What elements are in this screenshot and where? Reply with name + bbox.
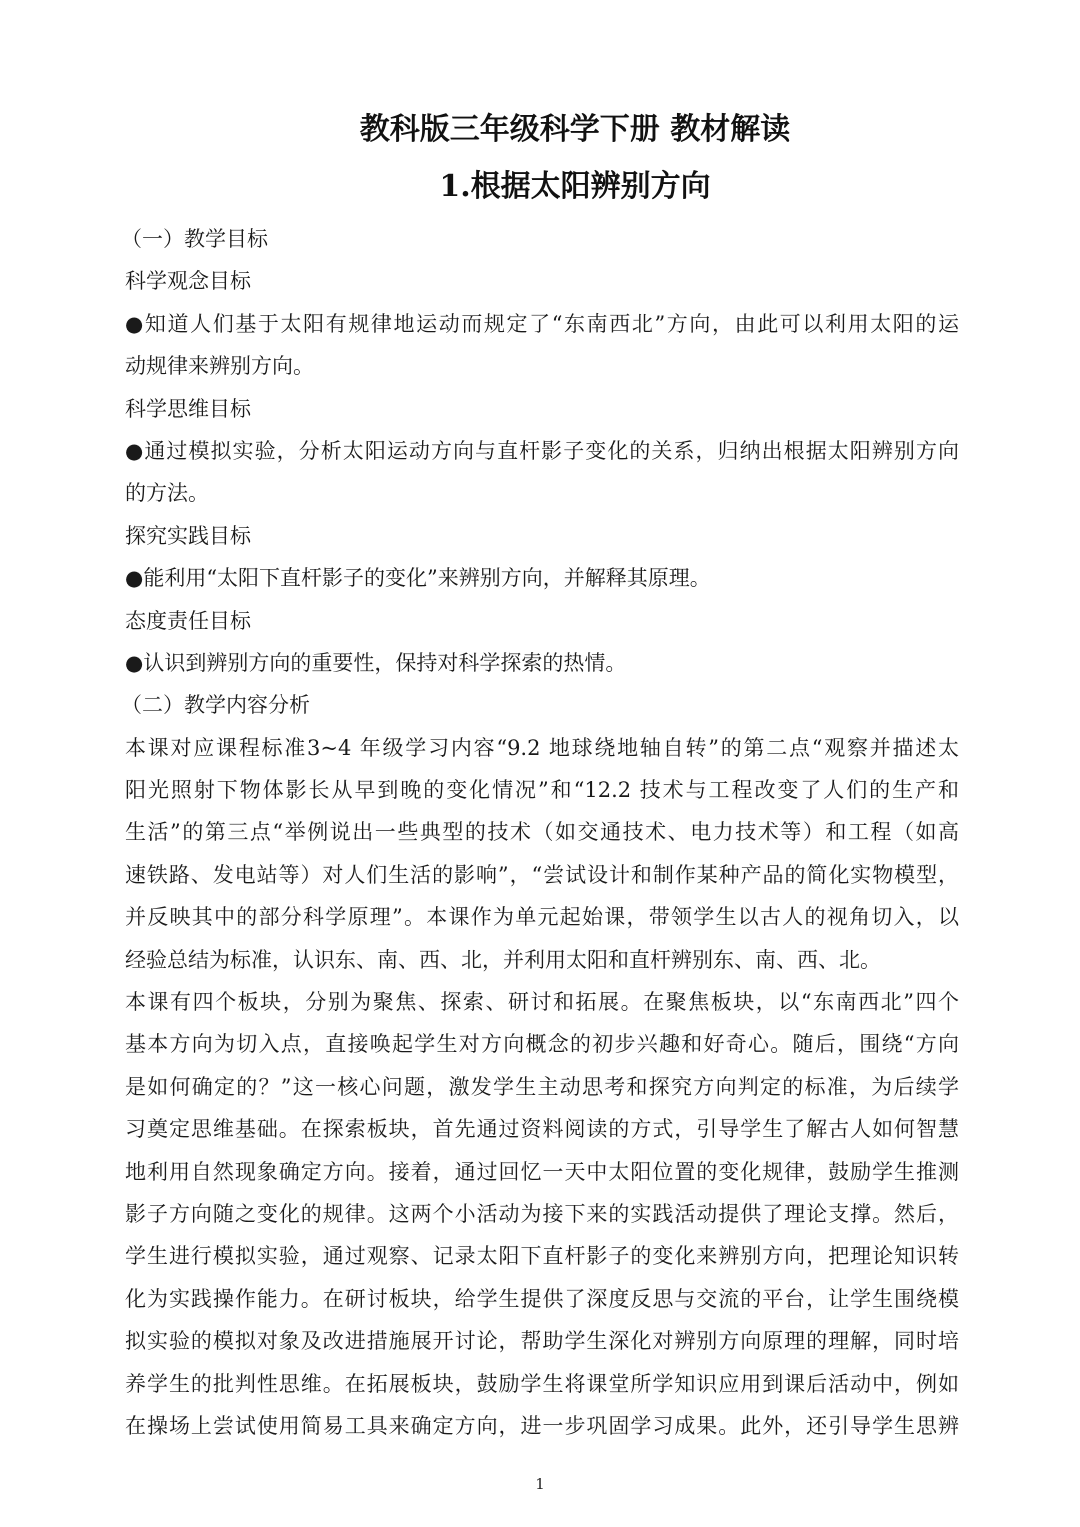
text-line: ●认识到辨别方向的重要性，保持对科学探索的热情。 — [125, 650, 627, 675]
text-line: 的方法。 — [125, 481, 209, 506]
text-line: ●知道人们基于太阳有规律地运动而规定了“东南西北”方向，由此可以利用太阳的运 — [125, 311, 959, 336]
text-line: 地利用自然现象确定方向。接着，通过回忆一天中太阳位置的变化规律，鼓励学生推测 — [125, 1159, 959, 1184]
text-line: 本课对应课程标准3~4 年级学习内容“9.2 地球绕地轴自转”的第二点“观察并描述太 — [125, 735, 959, 760]
text-line: 基本方向为切入点，直接唤起学生对方向概念的初步兴趣和好奇心。随后，围绕“方向 — [125, 1032, 959, 1057]
document-title: 教科版三年级科学下册 教材解读 — [359, 112, 791, 147]
document-body — [121, 218, 959, 1447]
text-line: 经验总结为标准，认识东、南、西、北，并利用太阳和直杆辨别东、南、西、北。 — [125, 947, 881, 972]
text-line: 科学思维目标 — [125, 396, 251, 421]
text-line: 习奠定思维基础。在探索板块，首先通过资料阅读的方式，引导学生了解古人如何智慧 — [125, 1117, 959, 1142]
text-line: 影子方向随之变化的规律。这两个小活动为接下来的实践活动提供了理论支撑。然后， — [125, 1201, 959, 1226]
text-line: 在操场上尝试使用简易工具来确定方向，进一步巩固学习成果。此外，还引导学生思辨 — [125, 1413, 959, 1438]
text-line: 拟实验的模拟对象及改进措施展开讨论，帮助学生深化对辨别方向原理的理解，同时培 — [125, 1329, 959, 1354]
text-line: 探究实践目标 — [125, 523, 251, 548]
text-line: ●通过模拟实验，分析太阳运动方向与直杆影子变化的关系，归纳出根据太阳辨别方向 — [125, 438, 959, 463]
section-heading: （二）教学内容分析 — [121, 693, 310, 718]
text-line: ●能利用“太阳下直杆影子的变化”来辨别方向，并解释其原理。 — [125, 566, 711, 591]
lesson-title: 1.根据太阳辨别方向 — [439, 169, 711, 204]
page-number: 1 — [535, 1475, 545, 1493]
text-line: 并反映其中的部分科学原理”。本课作为单元起始课，带领学生以古人的视角切入，以 — [125, 905, 959, 930]
text-line: 态度责任目标 — [125, 608, 251, 633]
text-line: 生活”的第三点“举例说出一些典型的技术（如交通技术、电力技术等）和工程（如高 — [125, 820, 959, 845]
section-heading: （一）教学目标 — [121, 227, 268, 251]
text-line: 学生进行模拟实验，通过观察、记录太阳下直杆影子的变化来辨别方向，把理论知识转 — [125, 1244, 959, 1269]
text-line: 动规律来辨别方向。 — [125, 354, 314, 379]
text-line: 养学生的批判性思维。在拓展板块，鼓励学生将课堂所学知识应用到课后活动中，例如 — [125, 1371, 959, 1396]
text-line: 是如何确定的？”这一核心问题，激发学生主动思考和探究方向判定的标准，为后续学 — [125, 1074, 959, 1099]
text-line: 本课有四个板块，分别为聚焦、探索、研讨和拓展。在聚焦板块，以“东南西北”四个 — [125, 990, 959, 1015]
text-line: 化为实践操作能力。在研讨板块，给学生提供了深度反思与交流的平台，让学生围绕模 — [125, 1286, 959, 1311]
text-line: 阳光照射下物体影长从早到晚的变化情况”和“12.2 技术与工程改变了人们的生产和 — [125, 778, 959, 803]
text-line: 科学观念目标 — [125, 269, 251, 294]
text-line: 速铁路、发电站等）对人们生活的影响”，“尝试设计和制作某种产品的简化实物模型， — [125, 862, 959, 887]
